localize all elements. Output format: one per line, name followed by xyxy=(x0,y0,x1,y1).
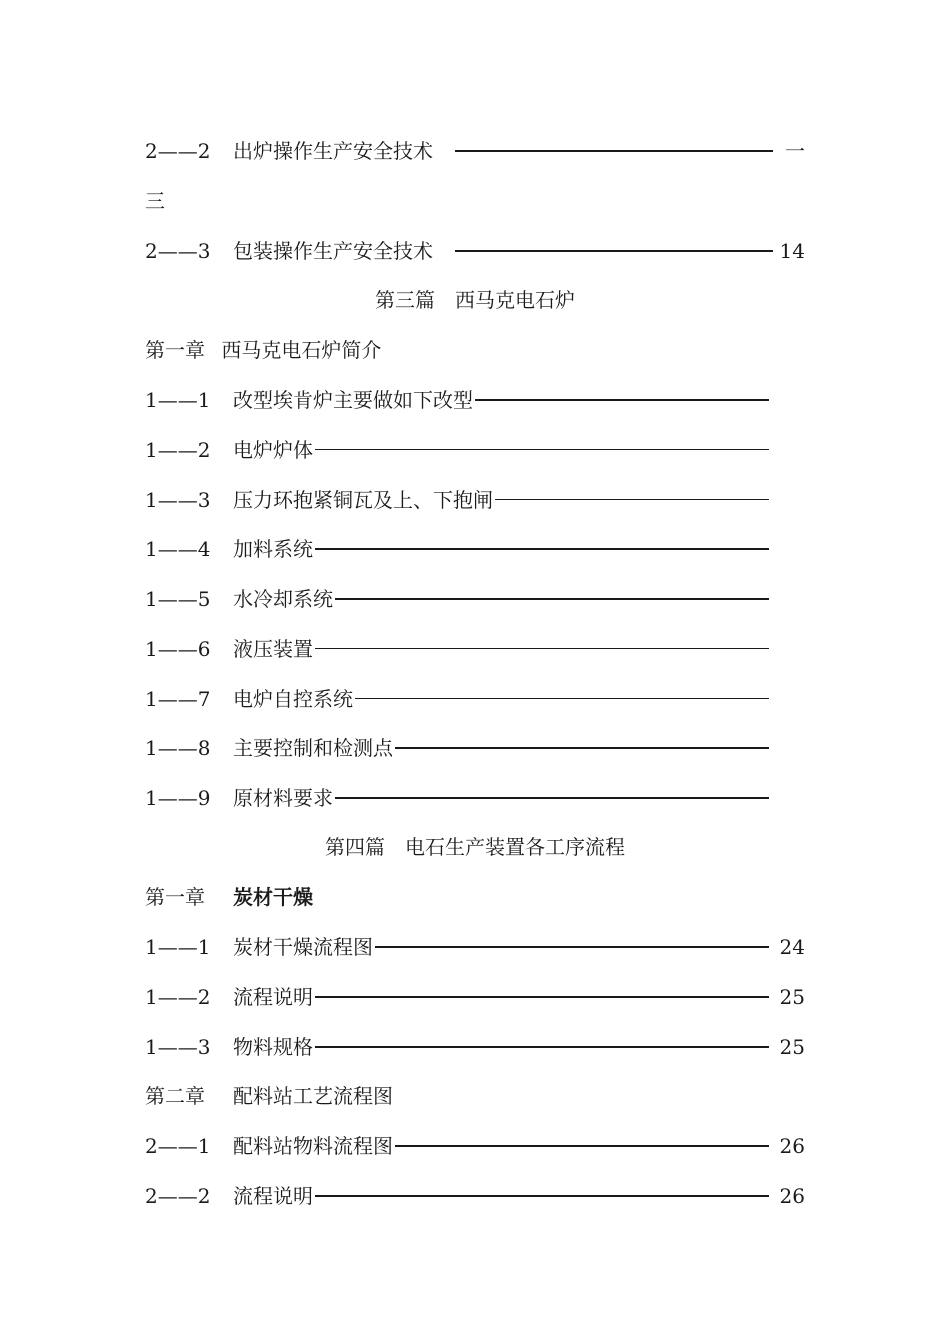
toc-entry-title: 物料规格 xyxy=(233,1032,315,1062)
leader-line xyxy=(245,548,769,550)
toc-entry[interactable] xyxy=(145,733,805,763)
chapter-label: 第一章 xyxy=(145,338,205,362)
leader-line xyxy=(245,996,769,998)
toc-entry[interactable] xyxy=(145,634,805,664)
leader-line xyxy=(245,648,769,650)
leader-line xyxy=(245,449,769,451)
toc-entry[interactable] xyxy=(145,584,805,614)
part-heading: 第三篇 西马克电石炉 xyxy=(375,288,575,312)
toc-entry[interactable] xyxy=(145,1131,805,1161)
toc-entry-page: 14 xyxy=(779,239,805,263)
chapter-label: 第二章 xyxy=(145,1084,205,1108)
toc-entry-title: 出炉操作生产安全技术 xyxy=(233,136,435,166)
toc-entry[interactable] xyxy=(145,435,805,465)
toc-entry-number: 2——3 xyxy=(145,239,211,263)
toc-entry-number: 1——2 xyxy=(145,985,211,1009)
toc-entry-number: 1——3 xyxy=(145,487,211,512)
leader-line xyxy=(245,1046,769,1048)
toc-entry-number: 1——3 xyxy=(145,1035,211,1059)
toc-entry[interactable] xyxy=(145,783,805,813)
toc-entry[interactable] xyxy=(145,1181,805,1211)
toc-entry-number: 2——2 xyxy=(145,139,211,163)
toc-entry-page: 26 xyxy=(779,1134,805,1158)
toc-entry[interactable] xyxy=(145,982,805,1012)
toc-entry-title: 主要控制和检测点 xyxy=(233,733,395,763)
toc-entry-number: 2——1 xyxy=(145,1134,211,1158)
toc-entry-number: 1——1 xyxy=(145,935,211,959)
toc-entry-page: 一 xyxy=(785,139,805,163)
toc-entry-number: 2——2 xyxy=(145,1184,211,1208)
toc-entry-title: 电炉炉体 xyxy=(233,435,315,465)
toc-entry-number: 1——2 xyxy=(145,437,211,462)
chapter-heading[interactable] xyxy=(145,882,313,912)
chapter-title: 配料站工艺流程图 xyxy=(233,1084,393,1108)
chapter-label: 第一章 xyxy=(145,885,205,909)
toc-entry-title: 原材料要求 xyxy=(233,783,335,813)
leader-line xyxy=(455,250,773,252)
toc-entry-title: 流程说明 xyxy=(233,982,315,1012)
toc-entry-page: 25 xyxy=(779,985,805,1009)
toc-entry-page: 24 xyxy=(779,935,805,959)
toc-entry-number: 1——5 xyxy=(145,587,211,611)
toc-entry[interactable] xyxy=(145,136,805,166)
toc-entry-number: 1——4 xyxy=(145,537,211,562)
toc-entry-title: 炭材干燥流程图 xyxy=(233,932,375,962)
toc-entry-title: 包装操作生产安全技术 xyxy=(233,236,435,266)
toc-entry[interactable] xyxy=(145,932,805,962)
chapter-heading[interactable] xyxy=(145,335,381,365)
toc-entry-title: 压力环抱紧铜瓦及上、下抱闸 xyxy=(233,485,495,515)
leader-line xyxy=(455,150,773,152)
toc-entry-page: 26 xyxy=(779,1184,805,1208)
leader-line xyxy=(245,1195,769,1197)
toc-entry-title: 配料站物料流程图 xyxy=(233,1131,395,1161)
toc-entry-title: 液压装置 xyxy=(233,634,315,664)
toc-entry-title: 加料系统 xyxy=(233,534,315,564)
toc-entry[interactable] xyxy=(145,684,805,714)
toc-entry-number: 1——1 xyxy=(145,388,211,412)
toc-entry[interactable] xyxy=(145,236,805,266)
toc-entry-number: 1——9 xyxy=(145,786,211,810)
chapter-title: 西马克电石炉简介 xyxy=(221,338,382,362)
chapter-heading[interactable] xyxy=(145,1081,393,1111)
toc-entry[interactable] xyxy=(145,534,805,564)
toc-entry[interactable] xyxy=(145,385,805,415)
toc-entry-wrap: 三 xyxy=(145,189,165,213)
toc-entry-number: 1——6 xyxy=(145,636,211,661)
part-heading: 第四篇 电石生产装置各工序流程 xyxy=(325,835,625,859)
toc-entry-number: 1——7 xyxy=(145,686,211,711)
toc-entry-title: 流程说明 xyxy=(233,1181,315,1211)
toc-entry-title: 改型埃肯炉主要做如下改型 xyxy=(233,385,475,415)
toc-entry-number: 1——8 xyxy=(145,736,211,761)
toc-entry[interactable] xyxy=(145,485,805,515)
toc-entry-page: 25 xyxy=(779,1035,805,1059)
chapter-title: 炭材干燥 xyxy=(233,885,313,909)
toc-entry-title: 水冷却系统 xyxy=(233,584,335,614)
toc-entry[interactable] xyxy=(145,1032,805,1062)
toc-entry-title: 电炉自控系统 xyxy=(233,684,355,714)
